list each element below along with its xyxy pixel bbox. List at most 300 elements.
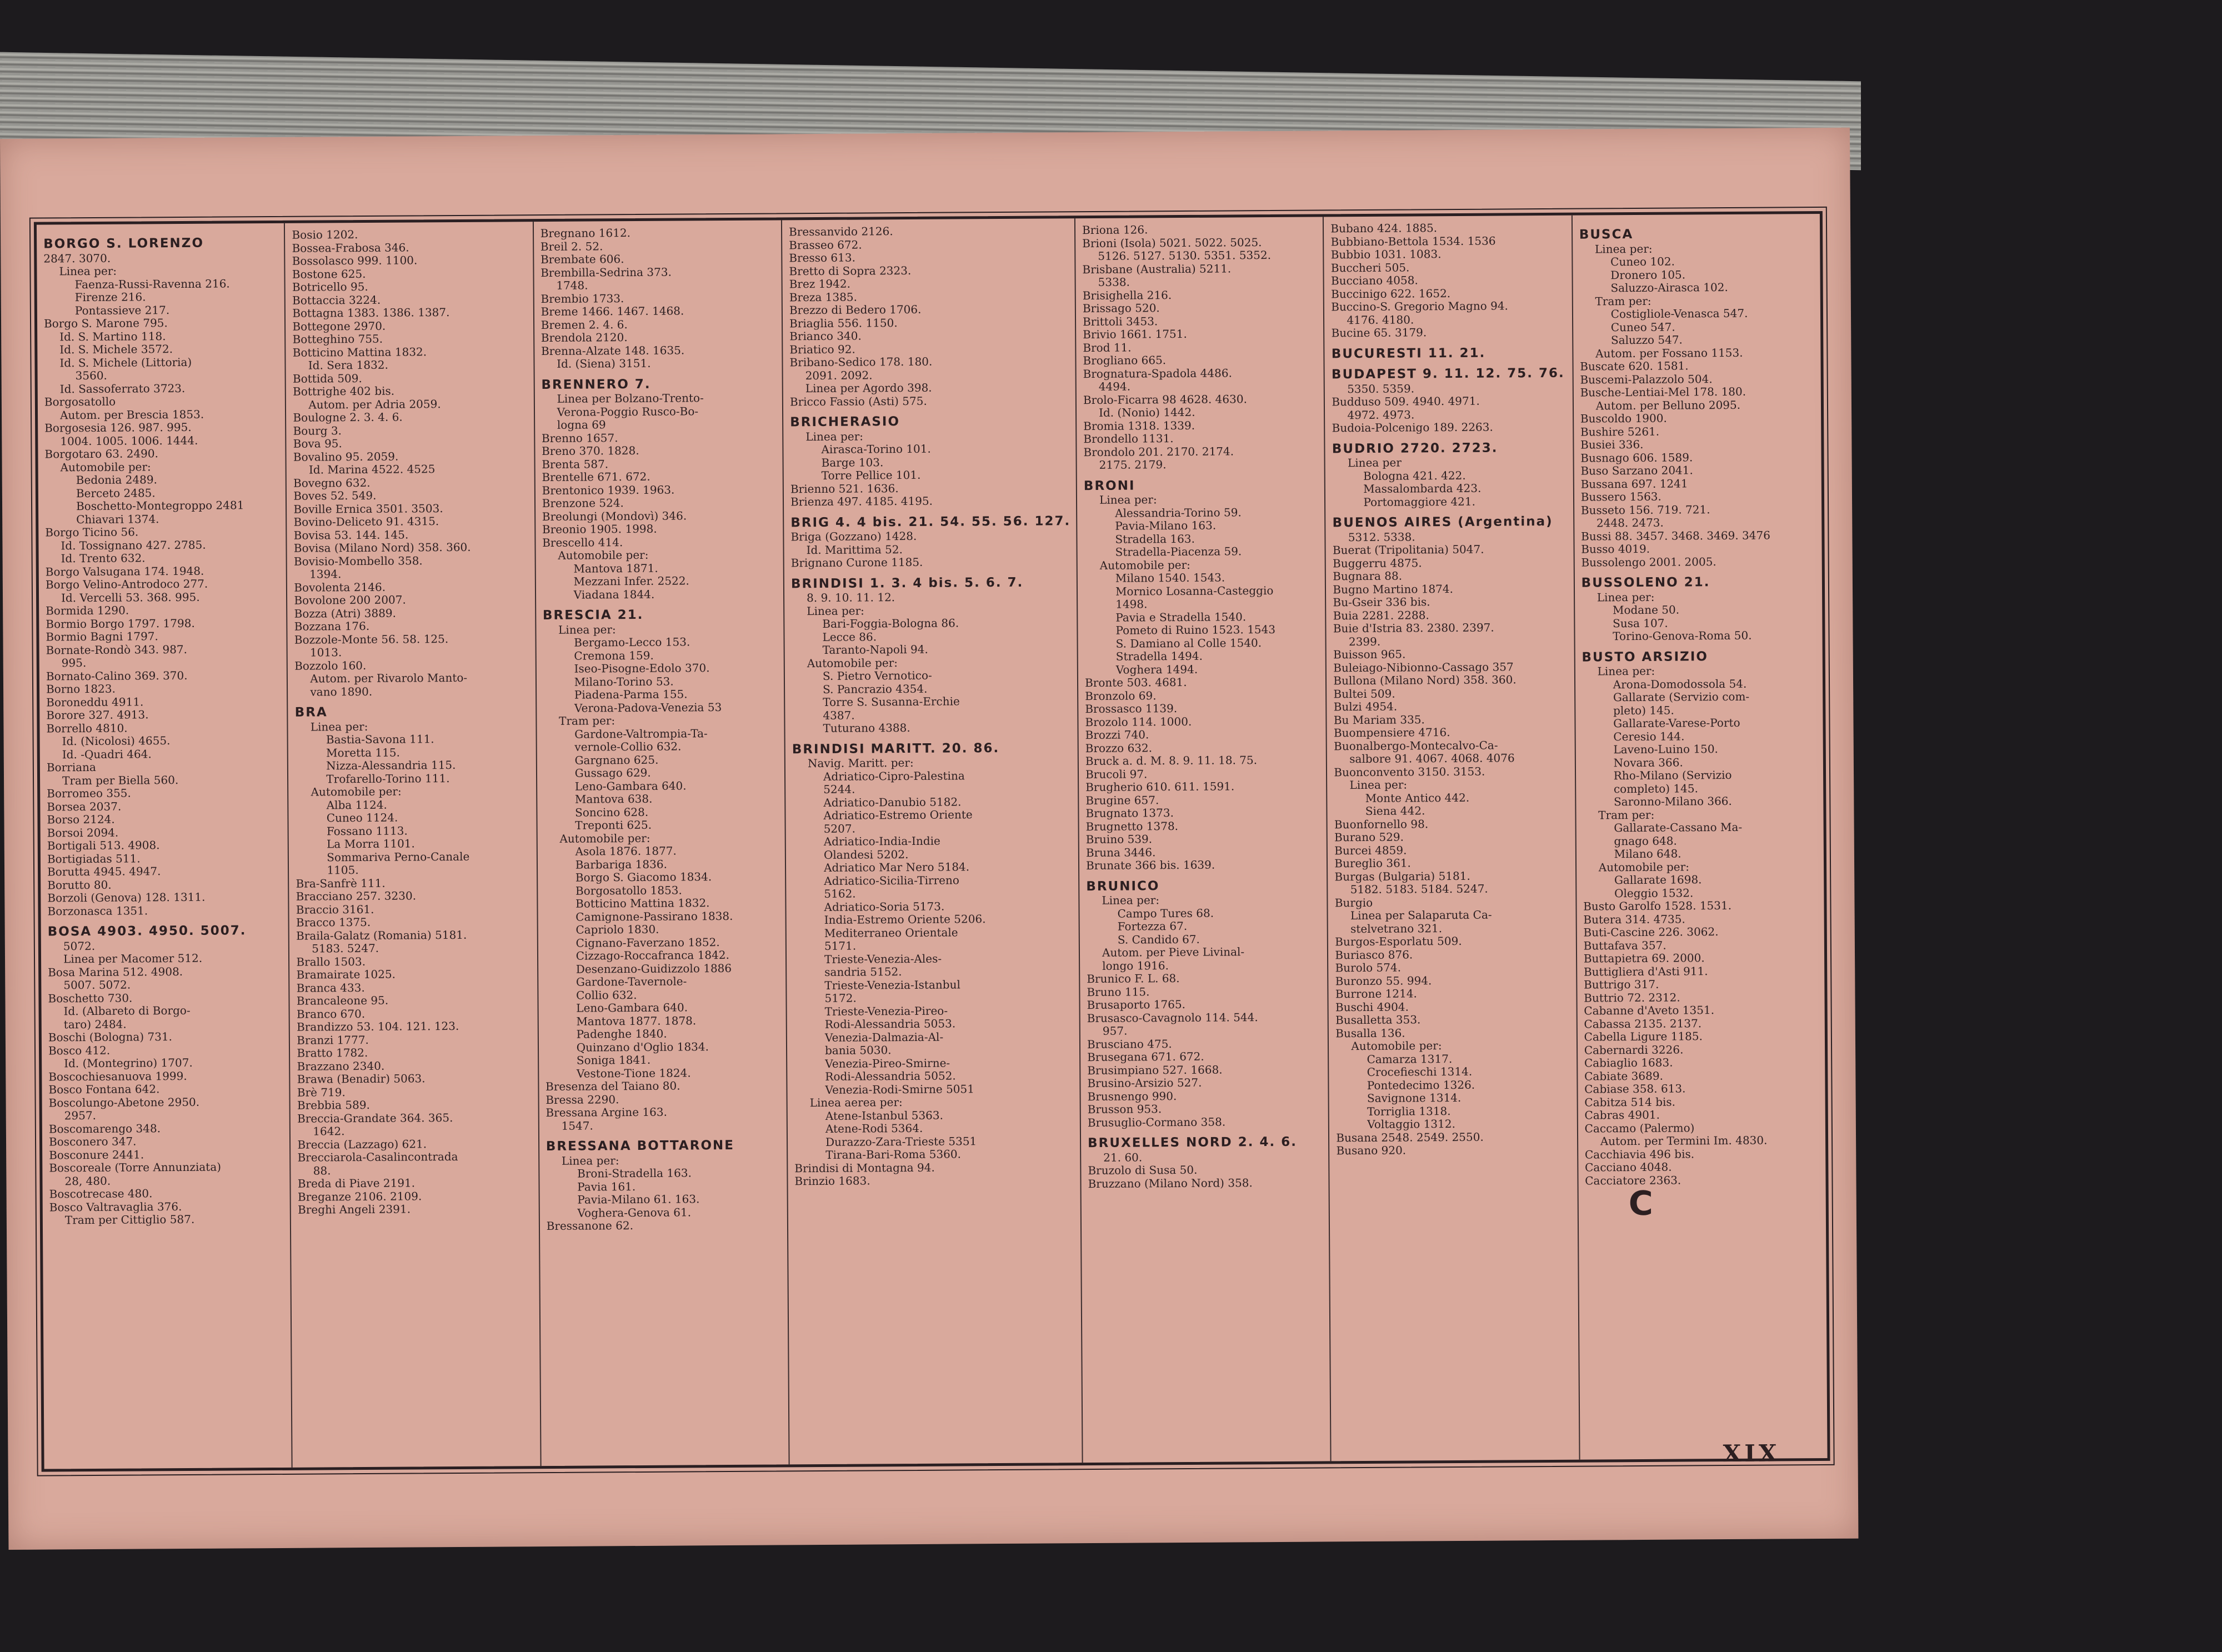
- index-entry: Bosconure 2441.: [49, 1147, 144, 1162]
- index-entry: Bresenza del Taiano 80.: [546, 1079, 680, 1094]
- index-entry: Brebbia 589.: [297, 1098, 370, 1112]
- index-entry: 8. 9. 10. 11. 12.: [807, 590, 895, 605]
- index-heading: BUSTO ARSIZIO: [1582, 649, 1708, 665]
- index-entry: Brazzano 2340.: [297, 1059, 385, 1073]
- index-entry: vernole-Collio 632.: [574, 739, 682, 754]
- index-entry: Tuturano 4388.: [823, 721, 910, 735]
- index-entry: Sommariva Perno-Canale: [327, 849, 470, 864]
- index-entry: Brenno 1657.: [541, 430, 618, 445]
- index-entry: Pavia-Milano 163.: [1115, 518, 1217, 533]
- index-entry: Buttigliera d'Asti 911.: [1583, 964, 1708, 979]
- index-entry: Bushire 5261.: [1580, 424, 1660, 439]
- index-entry: Saluzzo-Airasca 102.: [1610, 281, 1728, 295]
- index-entry: Moretta 115.: [326, 745, 400, 759]
- index-entry: Linea per: [1347, 455, 1402, 470]
- index-entry: Bornato-Calino 369. 370.: [46, 668, 188, 683]
- book-page: [0, 128, 1858, 1550]
- index-entry: Taranto-Napoli 94.: [822, 642, 928, 657]
- index-entry: Breonio 1905. 1998.: [542, 522, 657, 537]
- index-entry: 1013.: [309, 645, 342, 659]
- index-entry: Bubbio 1031. 1083.: [1330, 247, 1442, 262]
- index-entry: Brenna-Alzate 148. 1635.: [541, 343, 685, 358]
- index-entry: Soncino 628.: [575, 805, 649, 819]
- index-entry: 5350. 5359.: [1347, 381, 1415, 396]
- index-entry: Verona-Poggio Rusco-Bo-: [557, 404, 699, 419]
- index-entry: Buttrio 72. 2312.: [1584, 990, 1680, 1005]
- index-entry: Id. S. Martino 118.: [59, 329, 166, 343]
- index-heading: BRINDISI MARITT. 20. 86.: [792, 740, 1000, 757]
- index-entry: Cabiate 3689.: [1584, 1069, 1663, 1083]
- index-entry: 4972. 4973.: [1347, 407, 1415, 422]
- index-entry: Id. Marittima 52.: [806, 542, 903, 557]
- index-entry: Linea per Bolzano-Trento-: [557, 391, 704, 406]
- index-entry: 5172.: [824, 991, 857, 1005]
- index-entry: Asola 1876. 1877.: [575, 844, 677, 858]
- index-entry: Linea per Salaparuta Ca-: [1350, 908, 1492, 923]
- index-entry: Brozzo 632.: [1085, 740, 1153, 755]
- index-entry: Brienza 497. 4185. 4195.: [790, 494, 933, 509]
- index-entry: 5338.: [1098, 275, 1130, 289]
- index-entry: 4176. 4180.: [1347, 312, 1414, 327]
- index-entry: Brivio 1661. 1751.: [1083, 327, 1187, 342]
- index-entry: Brasseo 672.: [789, 238, 862, 252]
- index-entry: Borgo Ticino 56.: [45, 525, 139, 539]
- index-entry: Brucoli 97.: [1085, 767, 1148, 781]
- index-entry: Rho-Milano (Servizio: [1613, 768, 1732, 783]
- index-entry: Brusino-Arsizio 527.: [1087, 1075, 1202, 1090]
- index-entry: Bottaccia 3224.: [292, 293, 381, 307]
- index-entry: Boscoreale (Torre Annunziata): [49, 1160, 222, 1175]
- index-entry: Brolo-Ficarra 98 4628. 4630.: [1083, 392, 1247, 407]
- index-entry: Brognatura-Spadola 4486.: [1083, 366, 1232, 381]
- index-entry: 957.: [1102, 1024, 1128, 1038]
- index-entry: Bari-Foggia-Bologna 86.: [822, 616, 959, 630]
- index-entry: 5126. 5127. 5130. 5351. 5352.: [1098, 248, 1272, 263]
- index-entry: Tram per:: [1598, 808, 1655, 822]
- index-entry: Saluzzo 547.: [1610, 333, 1683, 347]
- index-entry: Brioni (Isola) 5021. 5022. 5025.: [1082, 235, 1262, 250]
- index-entry: Brod 11.: [1083, 341, 1132, 354]
- index-entry: Cizzago-Roccafranca 1842.: [575, 948, 729, 963]
- index-entry: Treponti 625.: [575, 818, 652, 832]
- index-entry: Autom. per Fossano 1153.: [1595, 346, 1743, 360]
- index-entry: Burrone 1214.: [1335, 987, 1417, 1001]
- index-entry: Bruzzano (Milano Nord) 358.: [1088, 1175, 1253, 1190]
- index-entry: Leno-Gambara 640.: [576, 1000, 688, 1015]
- index-entry: Milano 1540. 1543.: [1115, 570, 1225, 585]
- index-entry: Autom. per Termini Im. 4830.: [1600, 1133, 1768, 1148]
- index-entry: 1748.: [556, 278, 588, 292]
- index-entry: Fossano 1113.: [326, 824, 408, 838]
- index-entry: Linea per:: [807, 604, 864, 618]
- index-entry: Pavia e Stradella 1540.: [1115, 609, 1247, 624]
- index-entry: Bronzolo 69.: [1085, 688, 1157, 703]
- index-heading: BRICHERASIO: [790, 414, 900, 430]
- index-entry: Buonconvento 3150. 3153.: [1334, 764, 1485, 779]
- index-heading: BUCURESTI 11. 21.: [1331, 346, 1486, 361]
- index-entry: Portomaggiore 421.: [1363, 494, 1476, 509]
- index-entry: Brawa (Benadir) 5063.: [297, 1072, 426, 1086]
- index-entry: Brisbane (Australia) 5211.: [1082, 261, 1232, 276]
- index-entry: Buonfornello 98.: [1334, 817, 1429, 831]
- index-entry: 2957.: [64, 1108, 97, 1123]
- index-entry: logna 69: [557, 418, 606, 432]
- index-entry: Bruzolo di Susa 50.: [1088, 1163, 1198, 1178]
- index-entry: Autom. per Adria 2059.: [308, 397, 441, 412]
- index-entry: Bressanvido 2126.: [789, 224, 893, 239]
- index-entry: Linea per:: [1102, 893, 1160, 907]
- index-entry: 1498.: [1115, 597, 1148, 611]
- index-entry: stelvetrano 321.: [1350, 921, 1443, 935]
- index-entry: Cabiaglio 1683.: [1584, 1055, 1673, 1070]
- index-entry: Boscomarengo 348.: [48, 1121, 161, 1135]
- index-entry: Buschi 4904.: [1335, 1000, 1409, 1014]
- index-entry: Brezzo di Bedero 1706.: [789, 302, 922, 317]
- index-entry: Venezia-Dalmazia-Al-: [824, 1030, 944, 1044]
- index-column: [1075, 217, 1332, 1463]
- index-entry: Bologna 421. 422.: [1363, 468, 1466, 483]
- index-entry: Burcei 4859.: [1334, 843, 1407, 857]
- index-entry: Id. (Montegrino) 1707.: [64, 1055, 193, 1070]
- index-entry: Mantova 1877. 1878.: [576, 1013, 697, 1028]
- index-entry: Cremona 159.: [574, 648, 654, 663]
- index-entry: Brugnetto 1378.: [1085, 819, 1179, 833]
- index-entry: Brembate 606.: [540, 252, 624, 267]
- section-letter: C: [1628, 1184, 1654, 1224]
- index-entry: Mantova 1871.: [573, 561, 658, 575]
- index-entry: Brissago 520.: [1082, 301, 1160, 316]
- index-column: [1573, 214, 1828, 1460]
- index-entry: Botricello 95.: [292, 279, 368, 294]
- index-entry: Burolo 574.: [1335, 960, 1402, 975]
- index-entry: Automobile per:: [558, 548, 649, 562]
- index-entry: Buriasco 876.: [1335, 947, 1413, 962]
- index-entry: Arona-Domodossola 54.: [1613, 677, 1747, 691]
- index-entry: Id. Tossignano 427. 2785.: [61, 538, 206, 552]
- index-entry: Bu-Gseir 336 bis.: [1333, 595, 1430, 609]
- index-entry: Borsea 2037.: [47, 799, 122, 814]
- index-entry: Borutta 4945. 4947.: [47, 864, 161, 879]
- index-entry: Quinzano d'Oglio 1834.: [576, 1039, 709, 1054]
- index-entry: Linea per Agordo 398.: [805, 381, 932, 396]
- index-entry: Briona 126.: [1082, 223, 1148, 237]
- index-entry: Linea per Macomer 512.: [63, 951, 203, 966]
- index-entry: Bova 95.: [293, 437, 342, 450]
- index-entry: Brusciano 475.: [1087, 1037, 1172, 1051]
- index-entry: Buttrigo 317.: [1583, 977, 1659, 992]
- index-entry: Borgosatollo: [44, 394, 116, 409]
- index-entry: Faenza-Russi-Ravenna 216.: [74, 276, 230, 291]
- index-entry: Bu Mariam 335.: [1333, 712, 1425, 727]
- index-entry: Bruino 539.: [1085, 832, 1153, 847]
- index-entry: Breganze 2106. 2109.: [297, 1189, 422, 1204]
- index-entry: Autom. per Rivarolo Manto-: [310, 670, 468, 685]
- index-entry: Brunate 366 bis. 1639.: [1085, 858, 1215, 873]
- index-entry: Borrello 4810.: [46, 721, 128, 735]
- index-entry: 21. 60.: [1103, 1150, 1143, 1164]
- index-entry: 995.: [61, 656, 87, 670]
- index-entry: Bresso 613.: [789, 251, 856, 265]
- index-entry: Breno 370. 1828.: [542, 443, 639, 458]
- index-entry: Voghera 1494.: [1115, 662, 1198, 677]
- index-entry: Gardone-Valtrompia-Ta-: [574, 726, 708, 741]
- index-entry: Automobile per:: [807, 655, 898, 670]
- index-entry: Trieste-Venezia-Istanbul: [824, 977, 960, 992]
- index-entry: Camarza 1317.: [1367, 1052, 1453, 1066]
- index-entry: Bosco Valtravaglia 376.: [49, 1199, 182, 1214]
- index-entry: Brè 719.: [297, 1085, 346, 1099]
- index-entry: Campo Tures 68.: [1117, 906, 1214, 920]
- index-entry: Buonalbergo-Montecalvo-Ca-: [1334, 738, 1498, 753]
- index-entry: Bovino-Deliceto 91. 4315.: [293, 514, 439, 529]
- index-entry: 5312. 5338.: [1348, 529, 1415, 544]
- index-entry: Brusuglio-Cormano 358.: [1087, 1115, 1226, 1129]
- index-entry: Iseo-Pisogne-Edolo 370.: [574, 661, 710, 675]
- index-entry: Brancaleone 95.: [296, 993, 389, 1008]
- index-entry: Bultei 509.: [1333, 687, 1395, 700]
- index-entry: Linea per:: [561, 1153, 619, 1168]
- index-entry: Linea per:: [558, 622, 616, 637]
- index-entry: Brusegana 671. 672.: [1087, 1049, 1204, 1064]
- index-entry: Brugine 657.: [1085, 793, 1159, 807]
- index-entry: Tram per:: [559, 714, 615, 728]
- index-entry: Bricco Fassio (Asti) 575.: [789, 394, 927, 408]
- index-entry: Buleiago-Nibionno-Cassago 357: [1333, 659, 1514, 674]
- index-entry: Bottida 509.: [292, 371, 362, 386]
- index-entry: Borzoli (Genova) 128. 1311.: [47, 890, 206, 905]
- index-entry: Costigliole-Venasca 547.: [1610, 306, 1748, 321]
- index-entry: Susa 107.: [1613, 616, 1668, 630]
- index-entry: Busnago 606. 1589.: [1580, 450, 1693, 465]
- index-entry: 2448. 2473.: [1596, 515, 1664, 530]
- index-entry: Bormio Borgo 1797. 1798.: [46, 616, 195, 631]
- index-entry: Busana 2548. 2549. 2550.: [1336, 1130, 1484, 1144]
- index-entry: Bozzole-Monte 56. 58. 125.: [294, 632, 449, 647]
- index-entry: Gargnano 625.: [574, 753, 659, 767]
- index-entry: Barge 103.: [821, 455, 884, 469]
- index-entry: Bovalino 95. 2059.: [293, 449, 399, 464]
- index-entry: Buccino-S. Gregorio Magno 94.: [1331, 299, 1508, 314]
- index-entry: Brugnato 1373.: [1085, 806, 1174, 820]
- index-entry: Brugherio 610. 611. 1591.: [1085, 779, 1235, 794]
- index-entry: Adriatico Mar Nero 5184.: [823, 860, 970, 874]
- index-entry: Linea per:: [1597, 664, 1655, 678]
- index-entry: Bruna 3446.: [1085, 845, 1156, 859]
- index-entry: Brozzi 740.: [1085, 728, 1149, 742]
- index-entry: Mezzani Infer. 2522.: [573, 574, 689, 588]
- index-entry: Linea per:: [59, 264, 117, 278]
- index-entry: Tram per Cittiglio 587.: [64, 1212, 195, 1227]
- index-heading: BRINDISI 1. 3. 4 bis. 5. 6. 7.: [790, 575, 1024, 591]
- index-entry: Boscochiesanuova 1999.: [48, 1069, 187, 1083]
- index-entry: Buccheri 505.: [1330, 261, 1410, 274]
- index-entry: Bortigiadas 511.: [47, 851, 141, 866]
- index-entry: Brusasco-Cavagnolo 114. 544.: [1087, 1010, 1258, 1025]
- index-entry: Linea per:: [310, 719, 368, 734]
- index-entry: S. Pancrazio 4354.: [823, 682, 928, 696]
- index-entry: 2847. 3070.: [43, 251, 111, 266]
- index-entry: Automobile per:: [1598, 859, 1689, 874]
- index-entry: Massalombarda 423.: [1363, 481, 1482, 496]
- index-entry: Bozzolo 160.: [294, 658, 367, 673]
- index-entry: Borgo S. Marone 795.: [43, 316, 168, 331]
- index-entry: Boville Ernica 3501. 3503.: [293, 501, 443, 516]
- index-entry: Cacciatore 2363.: [1585, 1173, 1681, 1188]
- index-entry: Cuneo 547.: [1610, 320, 1675, 334]
- index-entry: 5072.: [63, 939, 96, 953]
- index-entry: Gallarate 1698.: [1614, 873, 1702, 887]
- index-entry: Cabernardi 3226.: [1584, 1043, 1684, 1057]
- index-entry: Brescello 414.: [542, 535, 623, 549]
- index-entry: Mornico Losanna-Casteggio: [1115, 583, 1274, 598]
- index-entry: Bosio 1202.: [292, 228, 358, 242]
- index-entry: Gallarate-Cassano Ma-: [1614, 820, 1743, 835]
- index-entry: Id. -Quadri 464.: [62, 747, 152, 761]
- index-entry: Piadena-Parma 155.: [574, 687, 688, 702]
- index-heading: BOSA 4903. 4950. 5007.: [47, 923, 247, 939]
- index-entry: Brianco 340.: [789, 329, 862, 343]
- index-entry: Leno-Gambara 640.: [574, 778, 687, 793]
- index-entry: Boschetto-Montegroppo 2481: [76, 498, 244, 513]
- index-entry: Cacciano 4048.: [1584, 1160, 1672, 1174]
- index-entry: Boschi (Bologna) 731.: [48, 1030, 173, 1044]
- index-entry: Bortigali 513. 4908.: [47, 838, 160, 853]
- index-entry: Bastia-Savona 111.: [326, 732, 434, 747]
- index-entry: Barbariga 1836.: [575, 857, 667, 872]
- index-entry: Bucciano 4058.: [1330, 273, 1418, 288]
- index-entry: Borgo Velino-Antrodoco 277.: [45, 577, 208, 592]
- index-entry: Burano 529.: [1334, 830, 1404, 844]
- index-entry: Adriatico-Cipro-Palestina: [823, 768, 965, 783]
- index-entry: Briga (Gozzano) 1428.: [790, 529, 917, 544]
- index-entry: Buscemi-Palazzolo 504.: [1580, 372, 1713, 387]
- index-entry: Busche-Lentiai-Mel 178. 180.: [1580, 384, 1746, 399]
- index-entry: Briaglia 556. 1150.: [789, 316, 898, 330]
- index-entry: Cuneo 102.: [1610, 254, 1675, 269]
- index-entry: Adriatico-Sicilia-Tirreno: [824, 873, 959, 888]
- index-heading: BRENNERO 7.: [541, 377, 651, 392]
- index-entry: Id. (Siena) 3151.: [557, 356, 651, 371]
- index-entry: Alessandria-Torino 59.: [1115, 505, 1242, 520]
- index-entry: Budduso 509. 4940. 4971.: [1332, 394, 1480, 409]
- index-entry: Bruno 115.: [1087, 984, 1150, 999]
- index-entry: Collio 632.: [576, 988, 637, 1002]
- index-entry: Bressana Argine 163.: [546, 1105, 667, 1120]
- index-entry: 2175. 2179.: [1099, 458, 1167, 472]
- index-entry: Borgo S. Giacomo 1834.: [575, 870, 712, 884]
- index-heading: BUDAPEST 9. 11. 12. 75. 76.: [1331, 366, 1565, 382]
- index-entry: Boves 52. 549.: [293, 488, 377, 503]
- index-column: [285, 222, 541, 1468]
- index-entry: Bullona (Milano Nord) 358. 360.: [1333, 673, 1517, 688]
- index-entry: 5183. 5247.: [312, 941, 379, 955]
- index-entry: Id. Vercelli 53. 368. 995.: [61, 590, 200, 604]
- index-entry: Bovolone 200 2007.: [294, 593, 406, 607]
- index-entry: Rodi-Alessandria 5053.: [824, 1017, 956, 1031]
- page-number: XIX: [1723, 1439, 1780, 1468]
- index-column: [782, 218, 1083, 1464]
- index-entry: Firenze 216.: [74, 290, 146, 304]
- index-entry: Bronte 503. 4681.: [1084, 675, 1187, 690]
- index-entry: Trieste-Venezia-Ales-: [824, 952, 942, 966]
- index-entry: Burgio: [1334, 895, 1373, 909]
- index-column: [37, 223, 293, 1469]
- index-entry: Bussana 697. 1241: [1580, 476, 1688, 491]
- index-entry: 4387.: [823, 708, 855, 722]
- index-entry: 3560.: [75, 368, 107, 383]
- index-entry: S. Candido 67.: [1117, 932, 1200, 947]
- index-entry: Voltaggio 1312.: [1367, 1117, 1455, 1131]
- index-entry: Bramairate 1025.: [296, 967, 396, 982]
- index-entry: Bra-Sanfrè 111.: [296, 876, 386, 890]
- index-entry: Bruck a. d. M. 8. 9. 11. 18. 75.: [1085, 753, 1258, 768]
- index-entry: 5171.: [824, 939, 857, 953]
- index-entry: salbore 91. 4067. 4068. 4076: [1349, 751, 1515, 766]
- index-entry: Bosconero 347.: [48, 1134, 137, 1149]
- index-entry: Buompensiere 4716.: [1333, 725, 1450, 740]
- index-entry: Adriatico-Danubio 5182.: [823, 794, 962, 809]
- index-entry: gnago 648.: [1614, 834, 1677, 848]
- index-entry: Bottagna 1383. 1386. 1387.: [292, 306, 450, 320]
- index-entry: Boscotrecase 480.: [49, 1187, 153, 1201]
- index-entry: Busalla 136.: [1335, 1026, 1405, 1040]
- index-entry: Buttapietra 69. 2000.: [1583, 951, 1705, 965]
- index-entry: Bucine 65. 3179.: [1331, 326, 1427, 340]
- index-entry: Brondello 1131.: [1083, 432, 1174, 446]
- index-heading: BRUNICO: [1086, 878, 1160, 894]
- index-entry: Novara 366.: [1613, 755, 1683, 769]
- index-entry: Buerat (Tripolitania) 5047.: [1332, 542, 1484, 557]
- index-entry: Brusimpiano 527. 1668.: [1087, 1063, 1223, 1077]
- index-entry: Budoia-Polcenigo 189. 2263.: [1332, 420, 1493, 435]
- index-entry: Gallarate-Varese-Porto: [1613, 715, 1740, 730]
- index-entry: Chiavari 1374.: [76, 512, 159, 526]
- index-entry: Buia 2281. 2288.: [1333, 608, 1429, 622]
- index-entry: Butera 314. 4735.: [1583, 912, 1685, 927]
- index-entry: Brossasco 1139.: [1085, 702, 1178, 716]
- index-entry: Buggerru 4875.: [1332, 555, 1422, 570]
- index-entry: Berceto 2485.: [76, 485, 156, 500]
- index-entry: Id. (Nonio) 1442.: [1098, 405, 1195, 419]
- index-entry: Brez 1942.: [789, 277, 850, 291]
- index-entry: Bergamo-Lecco 153.: [574, 635, 690, 649]
- index-entry: 2399.: [1348, 634, 1381, 648]
- index-entry: Bressa 2290.: [546, 1092, 619, 1107]
- index-entry: 1105.: [327, 863, 359, 877]
- index-entry: Bribano-Sedico 178. 180.: [789, 354, 933, 369]
- index-entry: Siena 442.: [1365, 804, 1425, 818]
- index-entry: Busano 920.: [1336, 1143, 1407, 1158]
- index-entry: Linea per:: [805, 429, 864, 443]
- index-entry: Briatico 92.: [789, 342, 855, 356]
- index-entry: Cabassa 2135. 2137.: [1584, 1016, 1702, 1031]
- index-entry: 88.: [313, 1163, 331, 1178]
- index-entry: Milano 648.: [1614, 847, 1681, 861]
- index-heading: BUSSOLENO 21.: [1581, 575, 1710, 590]
- index-heading: BRIG 4. 4 bis. 21. 54. 55. 56. 127.: [790, 513, 1071, 530]
- index-entry: Bosco 412.: [48, 1043, 111, 1057]
- index-entry: Breolungi (Mondovì) 346.: [542, 508, 687, 523]
- index-entry: Soniga 1841.: [576, 1053, 651, 1067]
- index-entry: Breghi Angeli 2391.: [298, 1202, 411, 1217]
- index-entry: Brozolo 114. 1000.: [1085, 714, 1192, 729]
- index-heading: BRUXELLES NORD 2. 4. 6.: [1088, 1134, 1297, 1151]
- index-entry: Brusnengo 990.: [1087, 1089, 1177, 1103]
- index-entry: Bussero 1563.: [1580, 489, 1662, 504]
- index-entry: Airasca-Torino 101.: [821, 442, 931, 456]
- index-entry: Boulogne 2. 3. 4. 6.: [293, 410, 403, 424]
- index-entry: Capriolo 1830.: [575, 922, 659, 937]
